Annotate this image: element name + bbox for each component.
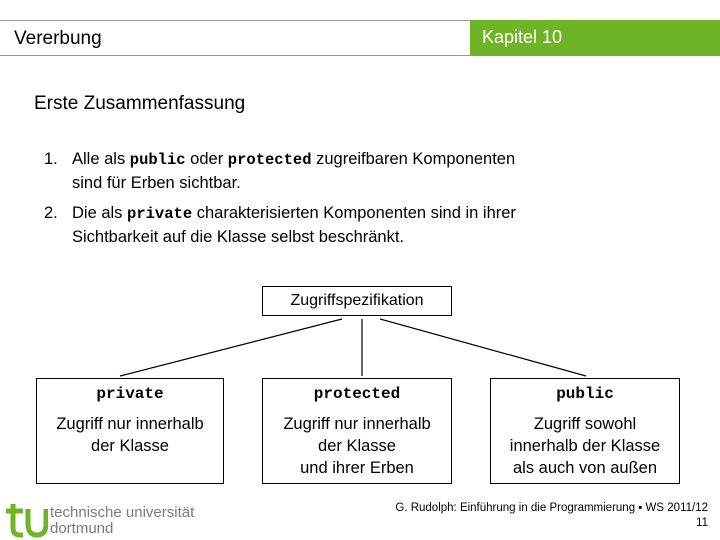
keyword-private: private: [127, 205, 193, 223]
university-name-line: technische universität: [50, 504, 195, 521]
box-description: [263, 413, 451, 479]
keyword-label: public: [556, 385, 614, 403]
slide-topic: Vererbung: [14, 28, 102, 49]
box-description: [491, 413, 679, 479]
tu-logo-icon: [4, 500, 48, 538]
text-fragment: zugreifbaren Komponenten: [311, 150, 516, 168]
box-public: [490, 378, 680, 484]
university-name-line: dortmund: [50, 520, 114, 537]
text-fragment: Die als: [72, 204, 128, 222]
keyword-label: private: [96, 385, 164, 403]
desc-line: und ihrer Erben: [300, 459, 414, 477]
slide-footer: [395, 501, 708, 531]
connector-public: [380, 319, 586, 376]
desc-line: als auch von außen: [512, 459, 657, 477]
desc-line: der Klasse: [91, 437, 169, 455]
access-spec-root: Zugriffspezifikation: [262, 286, 452, 316]
point-number: 2.: [44, 204, 58, 222]
footer-credit: G. Rudolph: Einführung in die Programmierung ▪ WS 2011/12: [395, 502, 708, 514]
point-line-2: sind für Erben sichtbar.: [72, 174, 241, 192]
text-fragment: Alle als: [72, 150, 130, 168]
keyword-public: public: [129, 151, 186, 169]
chapter-label: Kapitel 10: [482, 27, 563, 47]
desc-line: innerhalb der Klasse: [509, 437, 661, 455]
keyword-protected: protected: [227, 151, 312, 169]
page-number: 11: [696, 517, 708, 529]
connector-private: [120, 319, 342, 376]
keyword-label: protected: [313, 385, 401, 403]
text-fragment: charakterisierten Komponenten sind in ihrer: [192, 204, 516, 222]
desc-line: Zugriff nur innerhalb: [283, 415, 431, 433]
point-line-2: Sichtbarkeit auf die Klasse selbst beschränkt.: [72, 228, 405, 246]
text-fragment: oder: [185, 150, 228, 168]
point-number: 1.: [44, 150, 58, 168]
university-name: [50, 505, 194, 537]
box-description: [37, 413, 223, 457]
desc-line: Zugriff sowohl: [533, 415, 637, 433]
desc-line: Zugriff nur innerhalb: [56, 415, 204, 433]
box-protected: [262, 378, 452, 484]
desc-line: der Klasse: [318, 437, 396, 455]
section-title: Erste Zusammenfassung: [34, 93, 246, 114]
box-private: [36, 378, 224, 484]
